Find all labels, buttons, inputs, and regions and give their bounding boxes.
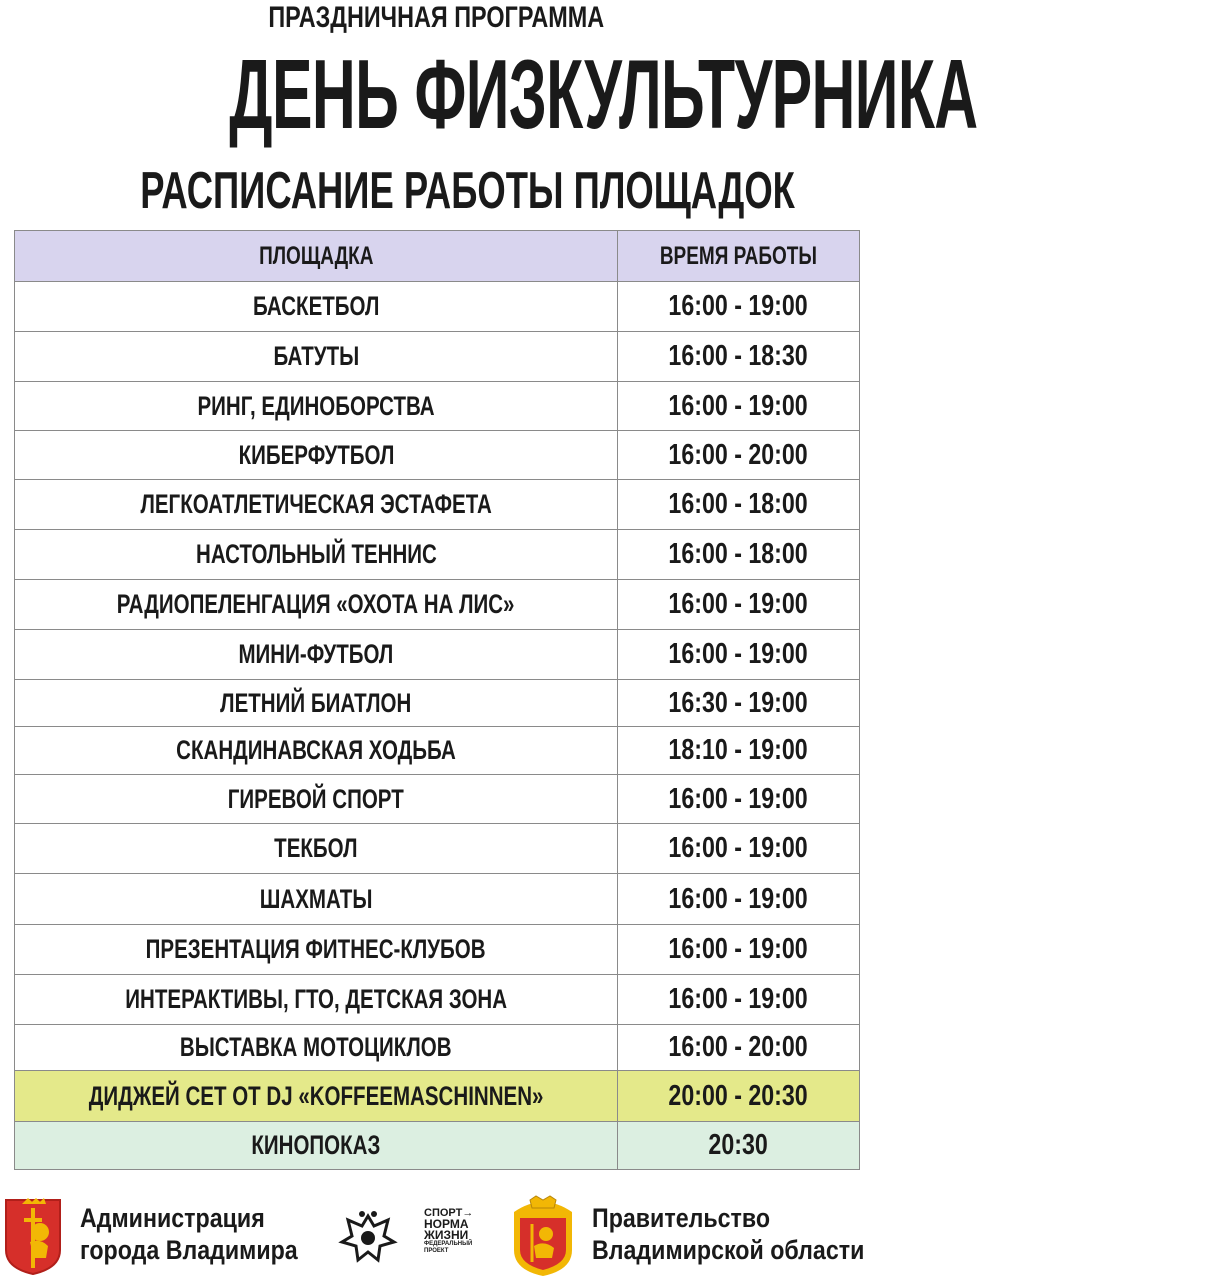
pretitle-text: ПРАЗДНИЧНАЯ ПРОГРАММА [268, 1, 605, 34]
page-title [0, 38, 978, 150]
table-row [15, 727, 860, 775]
admin-label-line1: Администрация [80, 1203, 265, 1233]
sport-norma-zhizni-logo [424, 1208, 488, 1272]
table-row [15, 431, 860, 480]
gov-label [592, 1202, 909, 1266]
time-cell [618, 925, 860, 975]
time-value: 16:00 - 19:00 [668, 933, 809, 965]
time-cell [618, 480, 860, 530]
table-row [15, 1071, 860, 1122]
time-cell [618, 1071, 860, 1122]
time-value: 16:00 - 20:00 [668, 438, 809, 471]
time-cell [618, 1122, 860, 1170]
table-header-row [15, 231, 860, 282]
table-row [15, 874, 860, 925]
table-row [15, 282, 860, 332]
time-value: 16:00 - 19:00 [668, 983, 809, 1015]
vladimir-city-emblem-icon [2, 1198, 64, 1276]
time-cell [618, 580, 860, 630]
table-row [15, 332, 860, 382]
sport-logo-line5: ПРОЕКТ [424, 1248, 449, 1254]
gov-label-line2: Владимирской области [592, 1235, 865, 1265]
venue-name: КИНОПОКАЗ [251, 1130, 381, 1160]
venue-cell [15, 975, 618, 1025]
venue-column-header-label: ПЛОЩАДКА [258, 241, 374, 270]
time-value: 16:00 - 19:00 [668, 882, 809, 915]
table-row [15, 382, 860, 431]
table-row [15, 580, 860, 630]
russian-eagle-sport-icon [338, 1208, 398, 1268]
venue-name: БАСКЕТБОЛ [252, 291, 380, 321]
venue-cell [15, 480, 618, 530]
time-value: 16:00 - 19:00 [668, 638, 809, 670]
venue-cell [15, 874, 618, 925]
table-row [15, 925, 860, 975]
venue-cell [15, 580, 618, 630]
time-cell [618, 332, 860, 382]
venue-cell [15, 727, 618, 775]
table-row [15, 975, 860, 1025]
time-value: 18:10 - 19:00 [668, 734, 809, 766]
time-column-header [618, 231, 860, 282]
time-cell [618, 680, 860, 727]
venue-name: ЛЕТНИЙ БИАТЛОН [220, 687, 412, 718]
table-row [15, 1122, 860, 1170]
time-cell [618, 382, 860, 431]
venue-name: ВЫСТАВКА МОТОЦИКЛОВ [180, 1032, 452, 1062]
venue-name: ДИДЖЕЙ СЕТ ОТ DJ «KOFFEEMASCHINNEN» [88, 1080, 544, 1111]
table-row [15, 1025, 860, 1071]
sport-logo-line4: ФЕДЕРАЛЬНЫЙ [424, 1241, 473, 1247]
time-cell [618, 824, 860, 874]
time-cell [618, 727, 860, 775]
time-cell [618, 775, 860, 824]
venue-cell [15, 1122, 618, 1170]
time-cell [618, 874, 860, 925]
venue-cell [15, 530, 618, 580]
vladimir-oblast-emblem-icon [508, 1196, 578, 1278]
venue-name: СКАНДИНАВСКАЯ ХОДЬБА [176, 735, 456, 765]
page-subtitle [0, 156, 873, 226]
venue-cell [15, 1025, 618, 1071]
venue-cell [15, 282, 618, 332]
schedule-table [14, 230, 860, 1170]
venue-cell [15, 431, 618, 480]
time-value: 16:00 - 19:00 [668, 782, 809, 815]
admin-label-line2: города Владимира [80, 1235, 298, 1265]
table-row [15, 630, 860, 680]
venue-name: ШАХМАТЫ [259, 883, 373, 914]
pretitle [0, 0, 873, 36]
time-cell [618, 282, 860, 332]
time-value: 16:00 - 18:00 [668, 538, 809, 570]
venue-cell [15, 824, 618, 874]
page-subtitle-text: РАСПИСАНИЕ РАБОТЫ ПЛОЩАДОК [140, 162, 795, 220]
footer [0, 1190, 873, 1280]
time-value: 16:00 - 19:00 [668, 832, 809, 864]
admin-label [80, 1202, 333, 1266]
time-cell [618, 530, 860, 580]
sport-logo-line1: СПОРТ→ [424, 1207, 474, 1219]
venue-name: МИНИ-ФУТБОЛ [238, 639, 394, 669]
time-value: 16:00 - 18:00 [668, 488, 809, 520]
time-value: 16:00 - 19:00 [668, 290, 809, 322]
venue-cell [15, 925, 618, 975]
venue-cell [15, 680, 618, 727]
venue-cell [15, 332, 618, 382]
time-value: 16:30 - 19:00 [668, 686, 809, 719]
table-row [15, 824, 860, 874]
time-cell [618, 630, 860, 680]
table-row [15, 680, 860, 727]
venue-cell [15, 382, 618, 431]
schedule-body [15, 231, 860, 1170]
page-title-text: ДЕНЬ ФИЗКУЛЬТУРНИКА [229, 39, 978, 149]
venue-name: ТЕКБОЛ [274, 833, 358, 863]
venue-name: ГИРЕВОЙ СПОРТ [228, 783, 404, 814]
time-value: 16:00 - 19:00 [668, 588, 809, 620]
venue-name: КИБЕРФУТБОЛ [238, 439, 394, 470]
venue-cell [15, 630, 618, 680]
venue-name: РАДИОПЕЛЕНГАЦИЯ «ОХОТА НА ЛИС» [117, 589, 515, 619]
venue-name: РИНГ, ЕДИНОБОРСТВА [197, 390, 435, 421]
venue-cell [15, 775, 618, 824]
table-row [15, 775, 860, 824]
venue-name: НАСТОЛЬНЫЙ ТЕННИС [195, 539, 437, 569]
time-cell [618, 1025, 860, 1071]
sport-logo-line2: НОРМА [424, 1217, 469, 1231]
gov-label-line1: Правительство [592, 1203, 771, 1233]
venue-column-header [15, 231, 618, 282]
table-row [15, 480, 860, 530]
time-value: 20:30 [708, 1129, 769, 1161]
time-cell [618, 975, 860, 1025]
table-row [15, 530, 860, 580]
time-value: 16:00 - 20:00 [668, 1031, 809, 1063]
venue-name: ПРЕЗЕНТАЦИЯ ФИТНЕС-КЛУБОВ [146, 934, 486, 964]
venue-name: ЛЕГКОАТЛЕТИЧЕСКАЯ ЭСТАФЕТА [140, 489, 492, 519]
venue-name: БАТУТЫ [273, 341, 359, 371]
time-value: 16:00 - 19:00 [668, 389, 809, 422]
time-column-header-label: ВРЕМЯ РАБОТЫ [659, 241, 818, 270]
venue-cell [15, 1071, 618, 1122]
venue-name: ИНТЕРАКТИВЫ, ГТО, ДЕТСКАЯ ЗОНА [125, 984, 507, 1014]
sport-logo-line3: ЖИЗНИ [424, 1228, 469, 1242]
time-cell [618, 431, 860, 480]
time-value: 16:00 - 18:30 [668, 340, 809, 372]
time-value: 20:00 - 20:30 [668, 1079, 809, 1112]
